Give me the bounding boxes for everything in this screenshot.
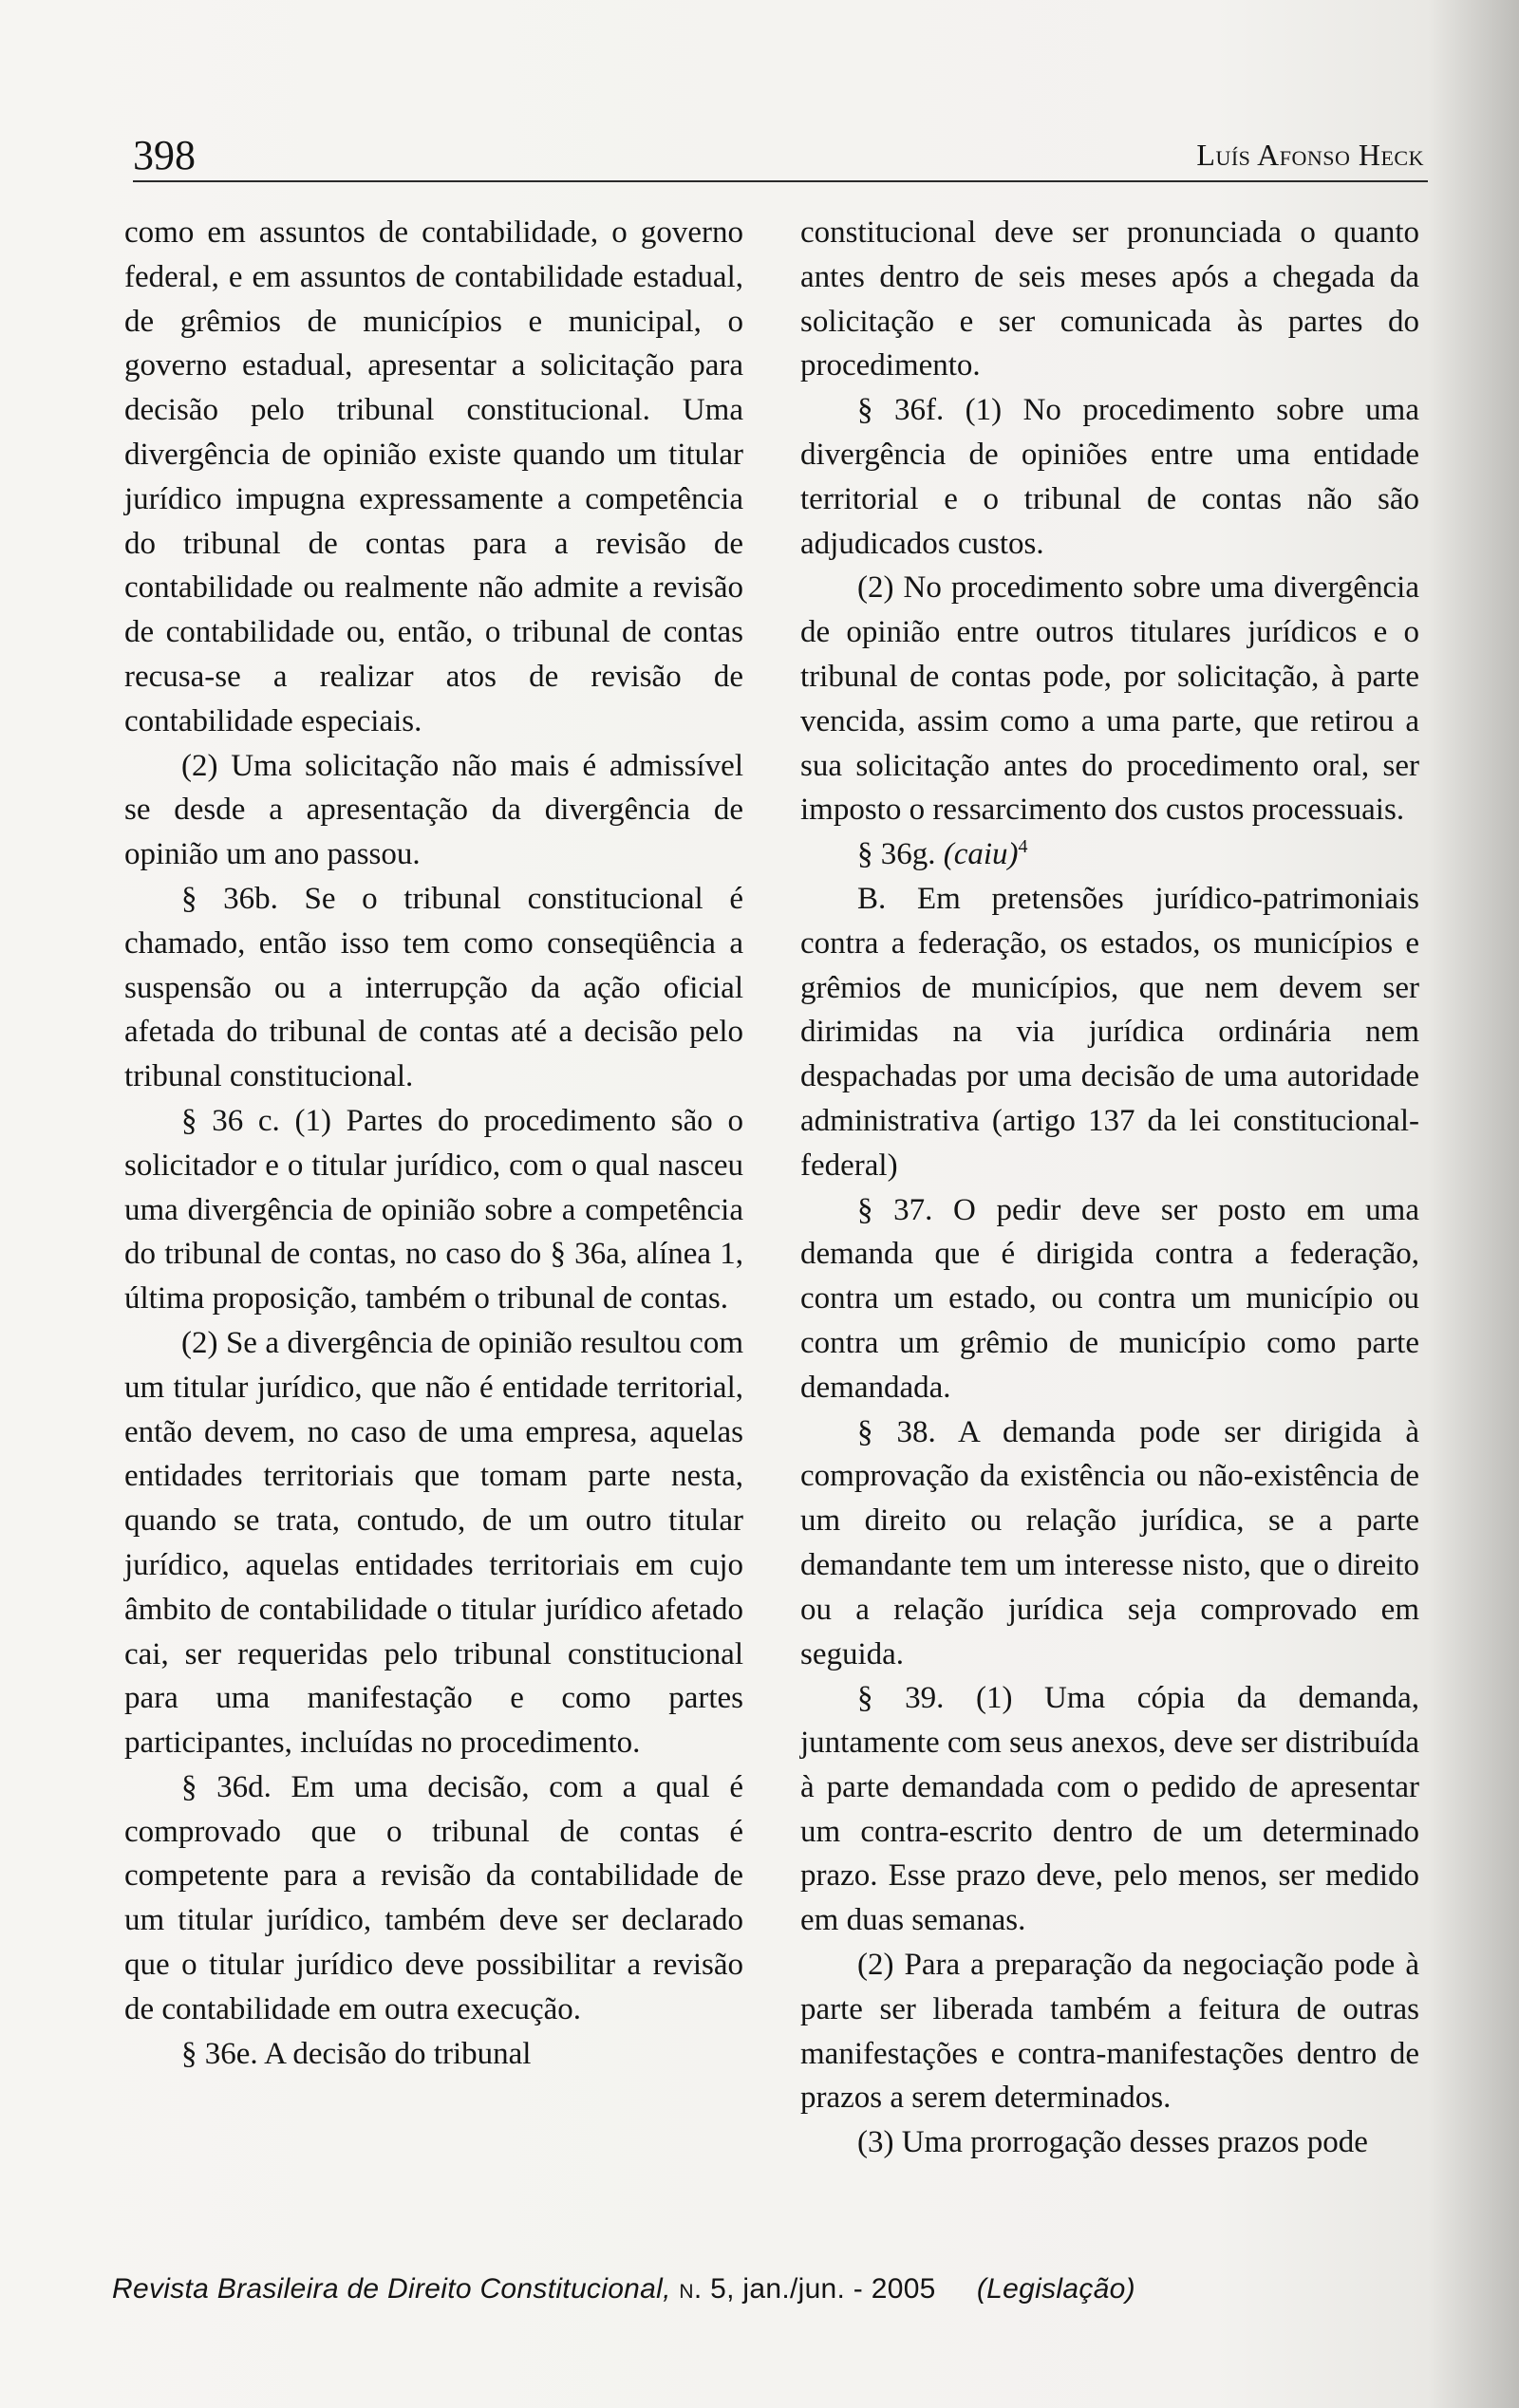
paragraph: § 38. A demanda pode ser dirigida à comprovação da existência ou não-existência de um direito ou relação jurídica, se a parte demandante tem um interesse nisto, que o direito ou a relação jurídica seja comprovado em seguida. xyxy=(800,1414,1419,1671)
paragraph: § 36f. (1) No procedimento sobre uma divergência de opiniões entre uma entidade territorial e o tribunal de contas não são adjudicados custos. xyxy=(800,393,1419,561)
running-head-author: Luís Afonso Heck xyxy=(1196,138,1424,172)
page-footer xyxy=(112,2273,1135,2305)
paragraph: (2) Para a preparação da negociação pode à parte ser liberada também a feitura de outras manifestações e contra-manifestações dentro de prazos a serem determinados. xyxy=(800,1948,1419,2116)
paragraph: B. Em pretensões jurídico-patrimoniais contra a federação, os estados, os municípios e grêmios de municípios, que nem devem ser dirimidas na via jurídica ordinária nem despachadas por uma decisão de uma autoridade administrativa (artigo 137 da lei constitucional-federal) xyxy=(800,881,1419,1183)
paragraph: § 36 c. (1) Partes do procedimento são o solicitador e o titular jurídico, com o qual nasceu uma divergência de opinião sobre a competência do tribunal de contas, no caso do § 36a, alínea 1, última proposição, também o tribunal de contas. xyxy=(124,1103,743,1316)
paragraph: § 36b. Se o tribunal constitucional é chamado, então isso tem como conseqüência a suspensão ou a interrupção da ação oficial afetada do tribunal de contas até a decisão pelo tribunal constitucional. xyxy=(124,881,743,1094)
paragraph: § 36d. Em uma decisão, com a qual é comprovado que o tribunal de contas é competente para a revisão da contabilidade de um titular jurídico, também deve ser declarado que o titular jurídico deve possibilitar a revisão de contabilidade em outra execução. xyxy=(124,1769,743,2026)
journal-title: Revista Brasileira de Direito Constitucional, xyxy=(112,2273,671,2305)
paragraph-36g xyxy=(800,832,1419,877)
right-column xyxy=(800,211,1419,2165)
section-label: § 36g. xyxy=(857,837,936,872)
issue-info: 5, jan./jun. - 2005 xyxy=(710,2273,936,2305)
paragraph: (2) No procedimento sobre uma divergência de opinião entre outros titulares jurídicos e o tribunal de contas pode, por solicitação, à parte vencida, assim como a uma parte, que retirou a sua solicitação antes do procedimento oral, ser imposto o ressarcimento dos custos processuais. xyxy=(800,570,1419,828)
paragraph: (2) Se a divergência de opinião resultou com um titular jurídico, que não é entidade territorial, então devem, no caso de uma empresa, aquelas entidades territoriais que tomam parte nesta, quando se trata, contudo, de um outro titular jurídico, aquelas entidades territoriais em cujo âmbito de contabilidade o titular jurídico afetado cai, ser requeridas pelo tribunal constitucional para uma manifestação e como partes participantes, incluídas no procedimento. xyxy=(124,1325,743,1761)
paragraph: (2) Uma solicitação não mais é admissível se desde a apresentação da divergência de opinião um ano passou. xyxy=(124,748,743,872)
paragraph: constitucional deve ser pronunciada o quanto antes dentro de seis meses após a chegada da solicitação e ser comunicada às partes do procedimento. xyxy=(800,215,1419,383)
page-header xyxy=(133,121,1428,182)
section-name: (Legislação) xyxy=(976,2273,1135,2305)
repealed-note: (caiu) xyxy=(943,837,1019,872)
paragraph: (3) Uma prorrogação desses prazos pode xyxy=(857,2125,1368,2160)
footnote-marker: 4 xyxy=(1018,836,1028,858)
page-number: 398 xyxy=(133,132,196,178)
issue-prefix: n. xyxy=(679,2273,703,2305)
paragraph: § 37. O pedir deve ser posto em uma demanda que é dirigida contra a federação, contra um estado, ou contra um município ou contra um grêmio de município como parte demandada. xyxy=(800,1192,1419,1405)
paragraph: § 36e. A decisão do tribunal xyxy=(181,2036,532,2071)
paragraph: como em assuntos de contabilidade, o governo federal, e em assuntos de contabilidade estadual, de grêmios de municípios e municipal, o governo estadual, apresentar a solicitação para decisão pelo tribunal constitucional. Uma divergência de opinião existe quando um titular jurídico impugna expressamente a competência do tribunal de contas para a revisão de contabilidade ou realmente não admite a revisão de contabilidade ou, então, o tribunal de contas recusa-se a realizar atos de revisão de contabilidade especiais. xyxy=(124,215,743,738)
paragraph: § 39. (1) Uma cópia da demanda, juntamente com seus anexos, deve ser distribuída à parte demandada com o pedido de apresentar um contra-escrito dentro de um determinado prazo. Esse prazo deve, pelo menos, ser medido em duas semanas. xyxy=(800,1681,1419,1938)
left-column xyxy=(124,211,743,2076)
